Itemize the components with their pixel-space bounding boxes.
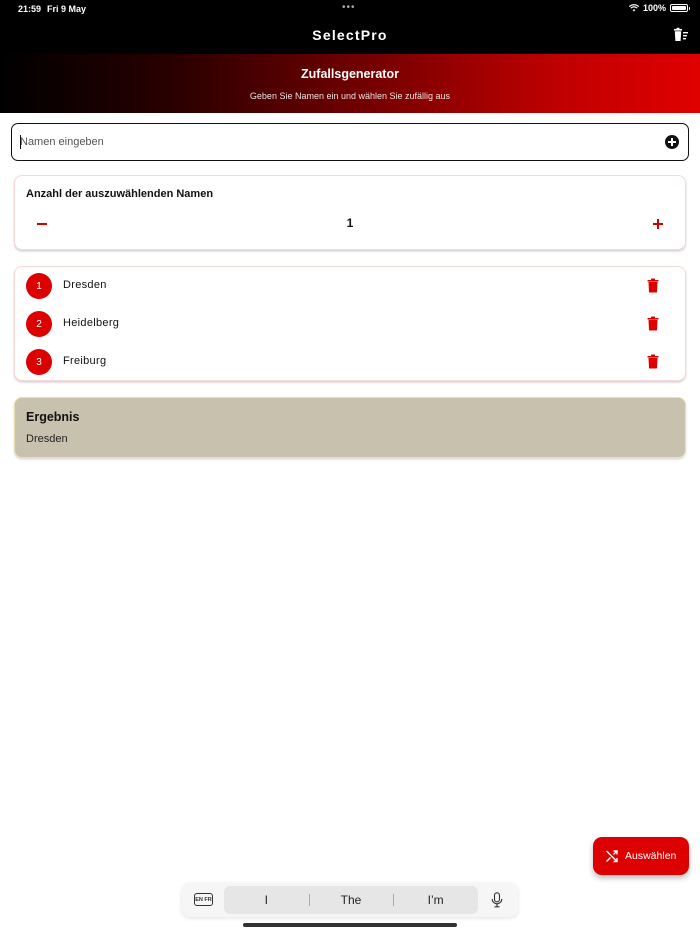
clear-all-button[interactable] xyxy=(672,26,690,44)
result-value: Dresden xyxy=(26,433,68,445)
trash-icon xyxy=(647,278,659,293)
trash-list-icon xyxy=(672,26,690,44)
names-list xyxy=(14,266,686,381)
suggestion-item[interactable]: I’m xyxy=(393,886,478,914)
trash-icon xyxy=(647,316,659,331)
add-name-button[interactable] xyxy=(665,135,679,149)
name-input-container xyxy=(11,123,689,161)
list-item-name: Dresden xyxy=(63,279,107,291)
suggestions xyxy=(224,886,478,914)
list-item xyxy=(15,305,685,343)
select-random-label: Auswählen xyxy=(625,850,677,862)
keyboard-suggestion-bar xyxy=(182,883,518,917)
text-caret xyxy=(20,135,21,149)
result-title: Ergebnis xyxy=(26,410,80,424)
hero-title: Zufallsgenerator xyxy=(301,67,399,81)
count-selector-card xyxy=(14,175,686,250)
delete-button[interactable] xyxy=(647,316,659,331)
microphone-icon xyxy=(491,892,503,908)
list-item-name: Heidelberg xyxy=(63,317,120,329)
wifi-icon xyxy=(629,4,639,12)
increment-button[interactable] xyxy=(651,214,665,234)
list-item xyxy=(15,267,685,305)
battery-percent: 100% xyxy=(642,3,666,13)
index-badge: 1 xyxy=(26,273,52,299)
app-title: SelectPro xyxy=(312,27,388,43)
trash-icon xyxy=(647,354,659,369)
home-indicator[interactable] xyxy=(243,923,457,927)
suggestion-item[interactable]: I xyxy=(264,893,268,907)
multitask-dots[interactable]: ••• xyxy=(342,2,356,13)
delete-button[interactable] xyxy=(647,354,659,369)
dictation-button[interactable] xyxy=(491,892,503,908)
result-card xyxy=(14,397,686,458)
delete-button[interactable] xyxy=(647,278,659,293)
status-time: 21:59 xyxy=(18,4,42,14)
navigation-bar xyxy=(0,18,700,54)
select-random-button[interactable] xyxy=(593,837,689,875)
count-label: Anzahl der auszuwählenden Namen xyxy=(26,188,214,200)
suggestion-item[interactable]: The xyxy=(309,886,394,914)
status-bar xyxy=(0,0,700,18)
hero-subtitle: Geben Sie Namen ein und wählen Sie zufällig aus xyxy=(249,91,451,101)
name-input[interactable] xyxy=(20,124,660,159)
hero-banner xyxy=(0,54,700,113)
list-item-name: Freiburg xyxy=(63,355,107,367)
index-badge: 2 xyxy=(26,311,52,337)
shuffle-icon xyxy=(605,849,619,863)
battery-icon xyxy=(670,4,688,12)
list-item xyxy=(15,343,685,381)
language-switch-button[interactable]: EN FR xyxy=(194,893,213,906)
count-value: 1 xyxy=(346,216,354,230)
status-date: Fri 9 May xyxy=(47,4,87,14)
index-badge: 3 xyxy=(26,349,52,375)
